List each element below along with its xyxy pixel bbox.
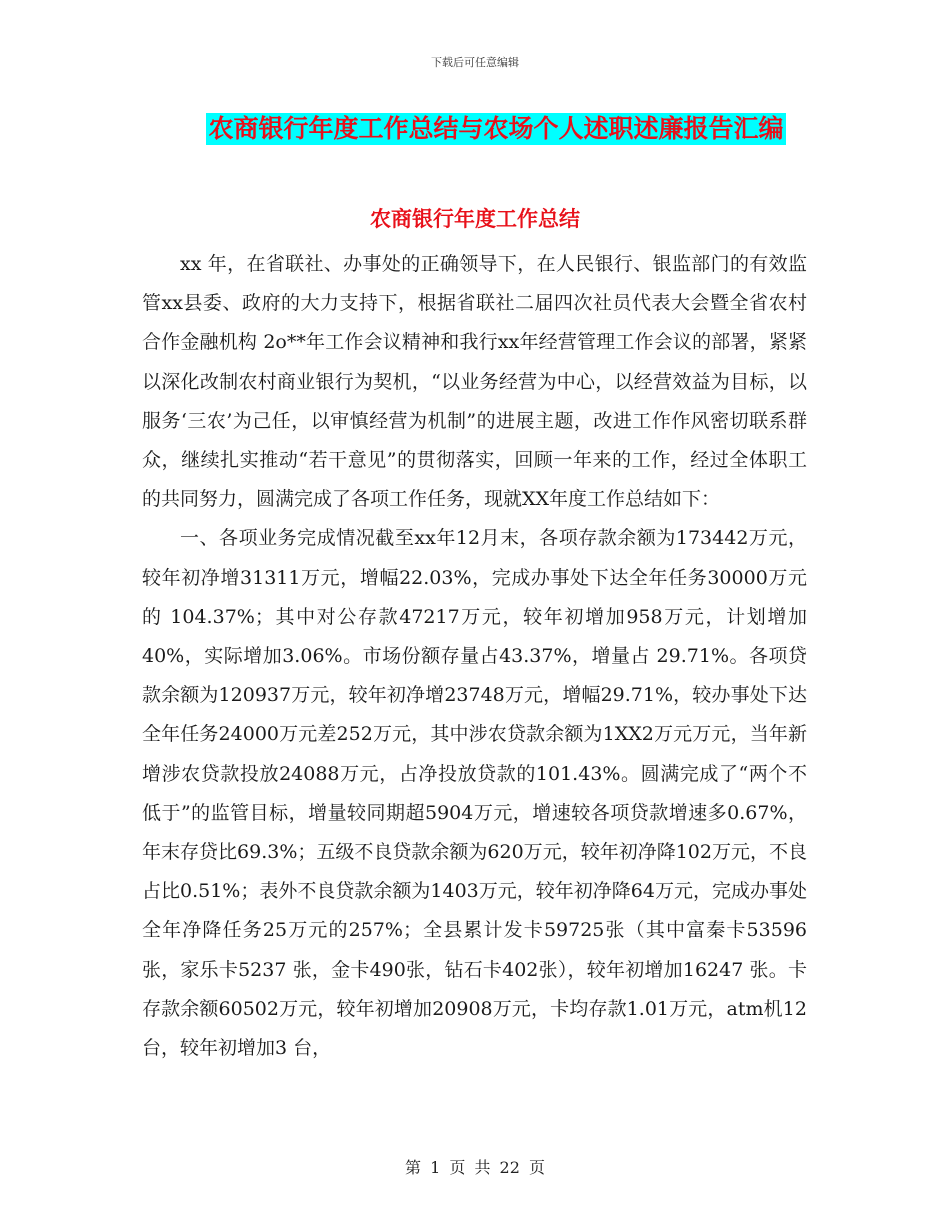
section-title: 农商银行年度工作总结 [370, 207, 580, 231]
header-note: 下载后可任意编辑 [431, 56, 519, 69]
page-number-footer: 第 1 页 共 22 页 [405, 1158, 545, 1177]
body-paragraph: xx 年，在省联社、办事处的正确领导下，在人民银行、银监部门的有效监管xx县委、政府的大力支持下，根据省联社二届四次社员代表大会暨全省农村合作金融机构 2o**年工作会议精神和我行xx年经营管理工作会议的部署，紧紧以深化改制农村商业银行为契机，“以业务经营为中心，以经营效益为目标，以服务‘三农’为己任，以审慎经营为机制”的进展主题，改进工作作风密切联系群众，继续扎实推动“若干意见”的贯彻落实，回顾一年来的工作，经过全体职工的共同努力，圆满完成了各项工作任务，现就XX年度工作总结如下： [142, 253, 807, 511]
document-body [142, 245, 807, 1068]
document-title: 农商银行年度工作总结与农场个人述职述廉报告汇编 [208, 114, 784, 143]
document-title-wrapper [0, 113, 950, 145]
body-paragraph: 一、各项业务完成情况截至xx年12月末，各项存款余额为173442万元，较年初净增31311万元，增幅22.03%，完成办事处下达全年任务30000万元的 104.37%；其中对公存款47217万元，较年初增加958万元，计划增加40%，实际增加3.06%。市场份额存量占43.37%，增量占 29.71%。各项贷款余额为120937万元，较年初净增23748万元，增幅29.71%，较办事处下达全年任务24000万元差252万元，其中涉农贷款余额为1XX2万元万元，当年新增涉农贷款投放24088万元，占净投放贷款的101.43%。圆满完成了“两个不低于”的监管目标，增量较同期超5904万元，增速较各项贷款增速多0.67%，年末存贷比69.3%；五级不良贷款余额为620万元，较年初净降102万元，不良占比0.51%；表外不良贷款余额为1403万元，较年初净降64万元，完成办事处全年净降任务25万元的257%；全县累计发卡59725张（其中富秦卡53596 张，家乐卡5237 张，金卡490张，钻石卡402张），较年初增加16247 张。卡存款余额60502万元，较年初增加20908万元，卡均存款1.01万元，atm机12台，较年初增加3 台， [142, 527, 807, 1060]
